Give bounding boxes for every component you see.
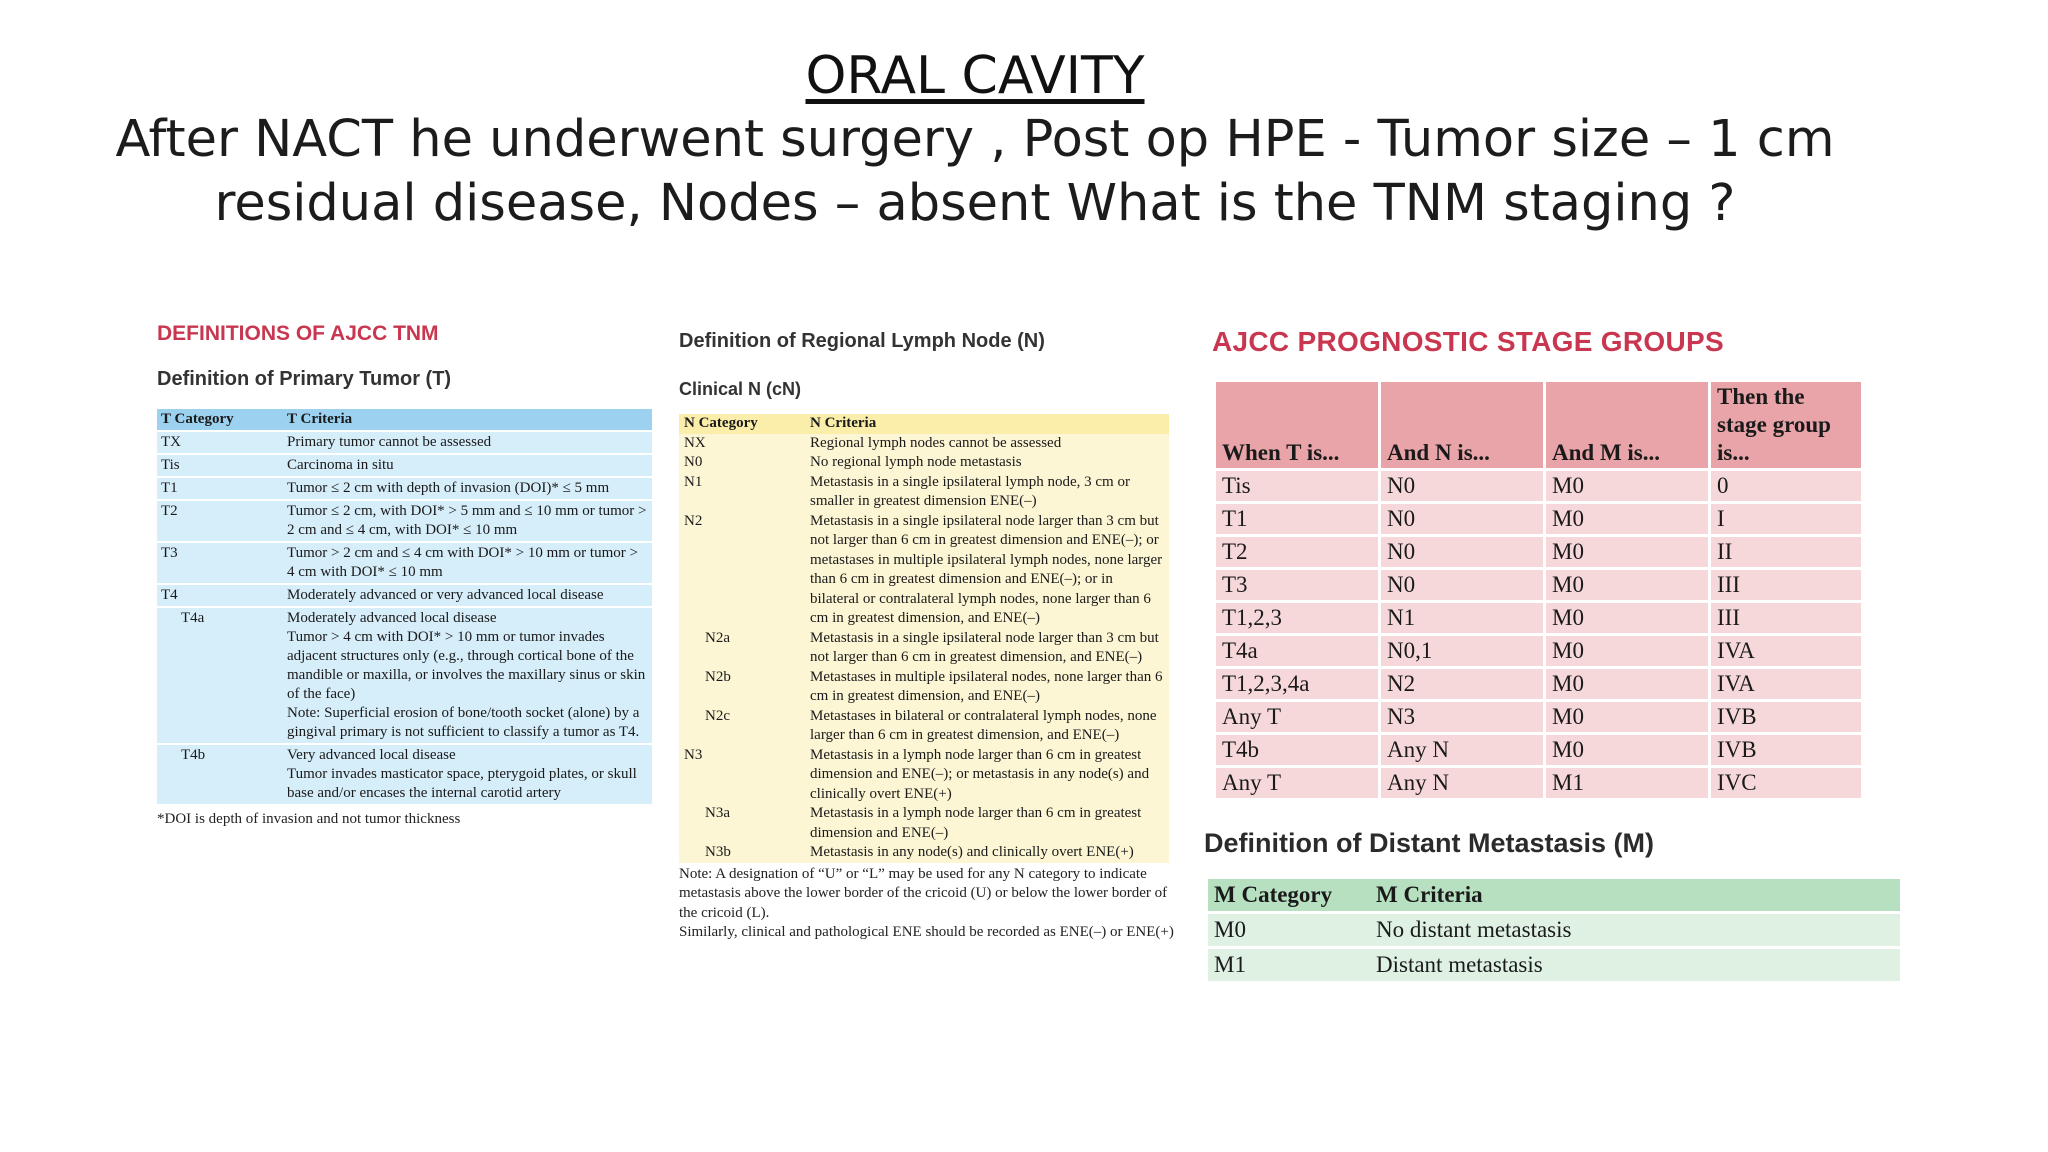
table-row xyxy=(1216,635,1863,668)
n-note: Note: A designation of “U” or “L” may be used for any N category to indicate metastasis above the lower border of the cricoid (U) or below the lower border of the cricoid (L). Similarly, clinical and pathological ENE should be recorded as ENE(–) or ENE(+) xyxy=(679,865,1174,940)
clinical-n-subheading: Clinical N (cN) xyxy=(679,379,802,399)
table-row xyxy=(679,512,1169,629)
n-category-cell: N3 xyxy=(679,746,805,805)
stage-value-cell: 0 xyxy=(1710,470,1863,503)
n-category-cell: N2 xyxy=(679,512,805,629)
n-category-cell: N3b xyxy=(679,843,805,863)
t-value-cell: T1,2,3 xyxy=(1216,602,1380,635)
primary-tumor-panel xyxy=(157,322,657,830)
t-criteria-cell: Moderately advanced or very advanced local disease xyxy=(283,584,652,607)
table-row xyxy=(1216,536,1863,569)
t-criteria-cell: Very advanced local disease Tumor invades masticator space, pterygoid plates, or skull base and/or encases the internal carotid artery xyxy=(283,744,652,805)
table-row xyxy=(1216,602,1863,635)
table-row xyxy=(679,668,1169,707)
table-row xyxy=(1216,767,1863,800)
n-criteria-cell: Regional lymph nodes cannot be assessed xyxy=(805,434,1169,454)
table-row xyxy=(679,804,1169,843)
n-value-cell: N1 xyxy=(1380,602,1545,635)
n-category-header: N Category xyxy=(679,414,805,434)
m-value-cell: M0 xyxy=(1545,602,1710,635)
m-category-cell: M1 xyxy=(1208,948,1370,983)
stage-group-header: Then the stage group is... xyxy=(1710,382,1863,470)
n-value-cell: Any N xyxy=(1380,734,1545,767)
n-value-cell: N3 xyxy=(1380,701,1545,734)
stage-value-cell: IVB xyxy=(1710,701,1863,734)
stage-value-cell: III xyxy=(1710,602,1863,635)
n-criteria-cell: Metastases in bilateral or contralateral lymph nodes, none larger than 6 cm in greatest dimension, and ENE(–) xyxy=(805,707,1169,746)
t-category-cell: T4b xyxy=(157,744,283,805)
and-n-header: And N is... xyxy=(1380,382,1545,470)
stage-value-cell: IVC xyxy=(1710,767,1863,800)
table-row xyxy=(1216,701,1863,734)
table-row xyxy=(679,843,1169,863)
primary-tumor-rows xyxy=(157,431,652,805)
m-criteria-cell: Distant metastasis xyxy=(1370,948,1900,983)
stage-value-cell: IVA xyxy=(1710,668,1863,701)
m-value-cell: M1 xyxy=(1545,767,1710,800)
m-criteria-cell: No distant metastasis xyxy=(1370,913,1900,948)
table-row xyxy=(157,744,652,805)
t-value-cell: T4b xyxy=(1216,734,1380,767)
n-criteria-header: N Criteria xyxy=(805,414,1169,434)
table-row xyxy=(157,542,652,584)
t-value-cell: T1 xyxy=(1216,503,1380,536)
t-value-cell: Any T xyxy=(1216,701,1380,734)
regional-nodes-rows xyxy=(679,434,1169,863)
n-value-cell: N0 xyxy=(1380,470,1545,503)
n-value-cell: N0,1 xyxy=(1380,635,1545,668)
doi-footnote: *DOI is depth of invasion and not tumor thickness xyxy=(157,811,461,827)
n-value-cell: N0 xyxy=(1380,503,1545,536)
table-row xyxy=(679,707,1169,746)
slide-subtitle: After NACT he underwent surgery , Post op HPE - Tumor size – 1 cm residual disease, Nodes – absent What is the TNM staging ? xyxy=(115,110,1835,233)
t-category-cell: TX xyxy=(157,431,283,454)
n-category-cell: N1 xyxy=(679,473,805,512)
t-category-cell: T1 xyxy=(157,477,283,500)
table-row xyxy=(1216,470,1863,503)
n-category-cell: N2b xyxy=(679,668,805,707)
and-m-header: And M is... xyxy=(1545,382,1710,470)
table-row xyxy=(157,607,652,744)
primary-tumor-heading: Definition of Primary Tumor (T) xyxy=(157,368,452,390)
m-value-cell: M0 xyxy=(1545,569,1710,602)
n-value-cell: N0 xyxy=(1380,536,1545,569)
n-category-cell: N0 xyxy=(679,453,805,473)
t-value-cell: T3 xyxy=(1216,569,1380,602)
m-value-cell: M0 xyxy=(1545,503,1710,536)
stage-value-cell: II xyxy=(1710,536,1863,569)
n-criteria-cell: Metastasis in a single ipsilateral lymph node, 3 cm or smaller in greatest dimension ENE(–) xyxy=(805,473,1169,512)
n-value-cell: Any N xyxy=(1380,767,1545,800)
regional-nodes-panel xyxy=(679,330,1174,943)
m-value-cell: M0 xyxy=(1545,470,1710,503)
n-category-cell: N2c xyxy=(679,707,805,746)
t-category-cell: Tis xyxy=(157,454,283,477)
stage-value-cell: I xyxy=(1710,503,1863,536)
distant-metastasis-panel xyxy=(1204,828,1914,984)
table-row xyxy=(157,477,652,500)
stage-groups-panel xyxy=(1212,326,1912,801)
t-category-cell: T4a xyxy=(157,607,283,744)
stage-value-cell: IVB xyxy=(1710,734,1863,767)
regional-nodes-heading: Definition of Regional Lymph Node (N) xyxy=(679,330,1045,352)
slide-title: ORAL CAVITY xyxy=(805,46,1145,106)
n-category-cell: NX xyxy=(679,434,805,454)
table-row xyxy=(157,431,652,454)
n-category-cell: N3a xyxy=(679,804,805,843)
t-value-cell: Tis xyxy=(1216,470,1380,503)
primary-tumor-table xyxy=(157,409,652,806)
stage-groups-heading: AJCC PROGNOSTIC STAGE GROUPS xyxy=(1212,326,1724,357)
t-criteria-cell: Moderately advanced local disease Tumor > 4 cm with DOI* > 10 mm or tumor invades adjacent structures only (e.g., through cortical bone of the mandible or maxilla, or involves the maxillary sinus or skin of the face) Note: Superficial erosion of bone/tooth socket (alone) by a gingival primary is not sufficient to classify a tumor as T4. xyxy=(283,607,652,744)
regional-nodes-table xyxy=(679,414,1169,863)
t-criteria-cell: Carcinoma in situ xyxy=(283,454,652,477)
table-row xyxy=(1216,668,1863,701)
stage-groups-table xyxy=(1216,382,1864,801)
distant-metastasis-rows xyxy=(1208,913,1900,983)
t-value-cell: T2 xyxy=(1216,536,1380,569)
n-value-cell: N2 xyxy=(1380,668,1545,701)
m-value-cell: M0 xyxy=(1545,734,1710,767)
t-category-cell: T2 xyxy=(157,500,283,542)
ajcc-tnm-heading: DEFINITIONS OF AJCC TNM xyxy=(157,322,439,345)
table-row xyxy=(1216,503,1863,536)
when-t-header: When T is... xyxy=(1216,382,1380,470)
t-criteria-cell: Tumor ≤ 2 cm, with DOI* > 5 mm and ≤ 10 mm or tumor > 2 cm and ≤ 4 cm, with DOI* ≤ 10 mm xyxy=(283,500,652,542)
table-row xyxy=(679,629,1169,668)
stage-groups-rows xyxy=(1216,470,1863,800)
table-row xyxy=(1216,734,1863,767)
m-value-cell: M0 xyxy=(1545,701,1710,734)
table-row xyxy=(157,454,652,477)
n-criteria-cell: Metastasis in a lymph node larger than 6 cm in greatest dimension and ENE(–); or metastasis in any node(s) and clinically overt ENE(+) xyxy=(805,746,1169,805)
m-value-cell: M0 xyxy=(1545,536,1710,569)
distant-metastasis-heading: Definition of Distant Metastasis (M) xyxy=(1204,828,1655,858)
t-criteria-cell: Tumor ≤ 2 cm with depth of invasion (DOI)* ≤ 5 mm xyxy=(283,477,652,500)
n-criteria-cell: No regional lymph node metastasis xyxy=(805,453,1169,473)
m-category-header: M Category xyxy=(1208,879,1370,913)
distant-metastasis-table xyxy=(1208,879,1900,984)
n-criteria-cell: Metastasis in a single ipsilateral node larger than 3 cm but not larger than 6 cm in greatest dimension, and ENE(–) xyxy=(805,629,1169,668)
n-criteria-cell: Metastases in multiple ipsilateral nodes, none larger than 6 cm in greatest dimension, and ENE(–) xyxy=(805,668,1169,707)
table-row xyxy=(679,746,1169,805)
m-value-cell: M0 xyxy=(1545,668,1710,701)
m-value-cell: M0 xyxy=(1545,635,1710,668)
t-criteria-cell: Tumor > 2 cm and ≤ 4 cm with DOI* > 10 mm or tumor > 4 cm with DOI* ≤ 10 mm xyxy=(283,542,652,584)
stage-value-cell: IVA xyxy=(1710,635,1863,668)
table-row xyxy=(679,434,1169,454)
t-value-cell: T1,2,3,4a xyxy=(1216,668,1380,701)
stage-value-cell: III xyxy=(1710,569,1863,602)
t-category-cell: T3 xyxy=(157,542,283,584)
t-value-cell: Any T xyxy=(1216,767,1380,800)
n-criteria-cell: Metastasis in a single ipsilateral node larger than 3 cm but not larger than 6 cm in greatest dimension and ENE(–); or metastases in multiple ipsilateral lymph nodes, none larger than 6 cm in greatest dimension and ENE(–); or in bilateral or contralateral lymph nodes, none larger than 6 cm in greatest dimension, and ENE(–) xyxy=(805,512,1169,629)
m-category-cell: M0 xyxy=(1208,913,1370,948)
table-row xyxy=(1208,948,1900,983)
table-row xyxy=(157,584,652,607)
n-category-cell: N2a xyxy=(679,629,805,668)
table-row xyxy=(1208,913,1900,948)
t-criteria-cell: Primary tumor cannot be assessed xyxy=(283,431,652,454)
table-row xyxy=(679,473,1169,512)
n-criteria-cell: Metastasis in a lymph node larger than 6 cm in greatest dimension and ENE(–) xyxy=(805,804,1169,843)
m-criteria-header: M Criteria xyxy=(1370,879,1900,913)
n-criteria-cell: Metastasis in any node(s) and clinically overt ENE(+) xyxy=(805,843,1169,863)
t-category-cell: T4 xyxy=(157,584,283,607)
table-row xyxy=(1216,569,1863,602)
table-row xyxy=(157,500,652,542)
t-value-cell: T4a xyxy=(1216,635,1380,668)
table-row xyxy=(679,453,1169,473)
t-category-header: T Category xyxy=(157,409,283,431)
t-criteria-header: T Criteria xyxy=(283,409,652,431)
n-value-cell: N0 xyxy=(1380,569,1545,602)
